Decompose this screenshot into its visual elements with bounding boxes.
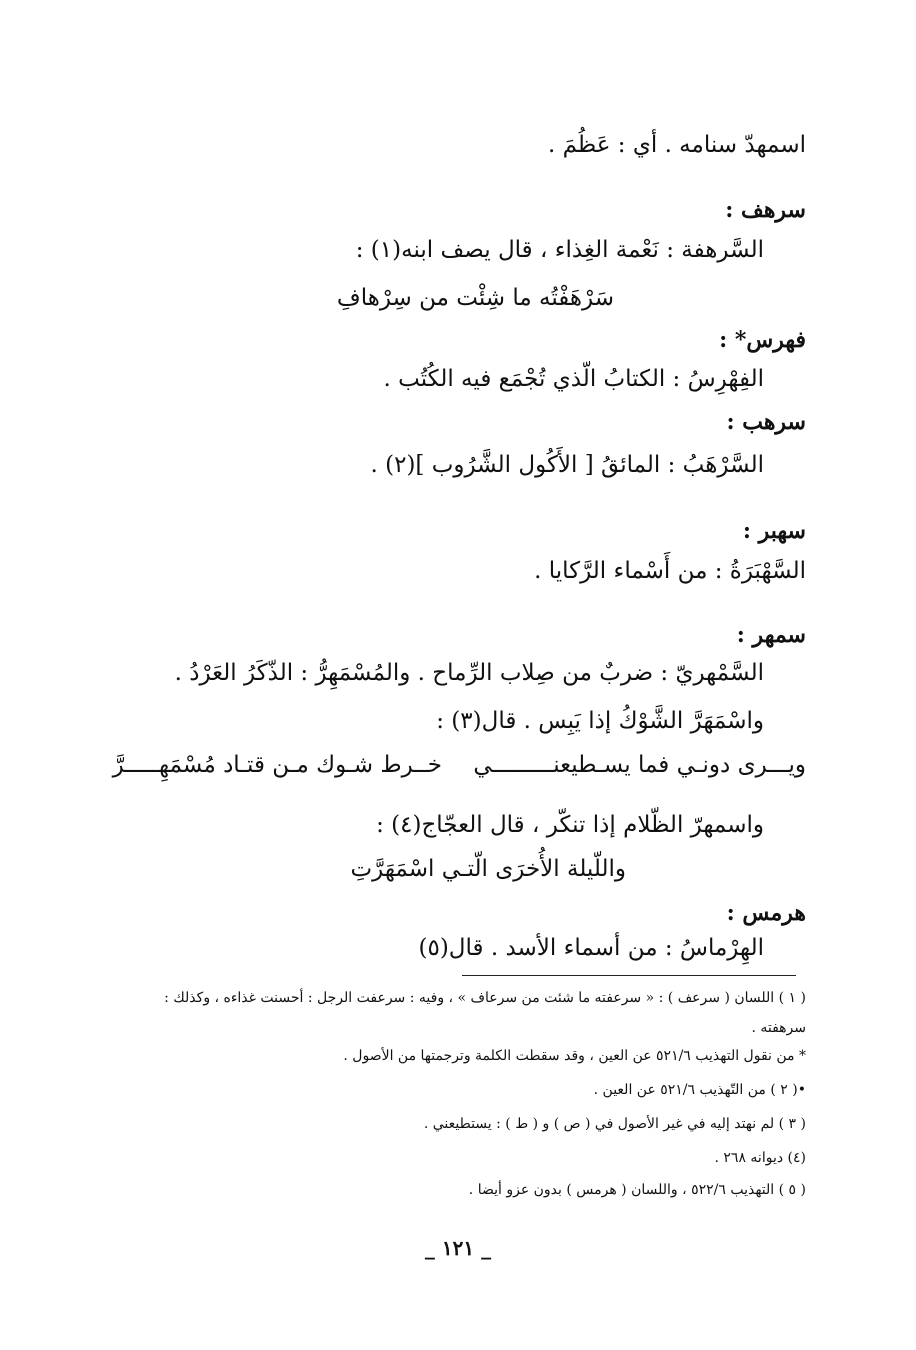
footnote: * من نقول التهذيب ٥٢١/٦ عن العين ، وقد سقطت الكلمة وترجمتها من الأصول . [343, 1048, 806, 1064]
entry-heading: فهرس* : [719, 327, 806, 353]
text-line: الهِرْماسُ : من أسماء الأسد . قال(٥) [418, 935, 764, 961]
entry-heading: سهبر : [742, 518, 806, 544]
page-number: _ ١٢١ _ [424, 1236, 492, 1260]
text-line: السَّرهفة : نَعْمة الغِذاء ، قال يصف ابنه(١) : [355, 237, 764, 263]
entry-heading: سرهب : [726, 409, 806, 435]
footnote: ( ٥ ) التهذيب ٥٢٢/٦ ، واللسان ( هرمس ) بدون عزو أيضا . [468, 1182, 806, 1198]
text-line: اسمهدّ سنامه . أي : عَظُمَ . [547, 132, 806, 158]
entry-heading: سمهر : [736, 622, 806, 648]
footnote: سرهفته . [751, 1020, 806, 1036]
footnote: ( ١ ) اللسان ( سرعف ) : « سرعفته ما شئت من سرعاف » ، وفيه : سرعفت الرجل : أحسنت غذاءه ، وكذلك : [164, 990, 806, 1006]
text-line: السَّمْهريّ : ضربٌ من صِلاب الرِّماح . والمُسْمَهِرُّ : الذّكَرُ العَرْدُ . [174, 660, 764, 686]
verse-line: سَرْهَفْتُه ما شِئْت من سِرْهافِ [336, 285, 614, 311]
verse-hemistich-left: خــرط شـوك مـن قتـاد مُسْمَهِـــــرَّ [112, 752, 442, 778]
footnote: •( ٢ ) من التّهذيب ٥٢١/٦ عن العين . [593, 1082, 806, 1098]
text-line: السَّهْبَرَةُ : من أَسْماء الرَّكايا . [534, 558, 806, 584]
text-line: واسمهرّ الظّلام إذا تنكّر ، قال العجّاج(٤) : [376, 812, 764, 838]
entry-heading: سرهف : [725, 197, 806, 223]
footnote-separator [462, 975, 796, 976]
footnote: ( ٣ ) لم نهتد إليه في غير الأصول في ( ص ) و ( ط ) : يستطيعني . [423, 1116, 806, 1132]
verse-line: واللّيلة الأُخرَى الّتـي اسْمَهَرَّتِ [350, 856, 626, 882]
text-line: السَّرْهَبُ : المائقُ [ الأَكُول الشَّرُوب ](٢) . [370, 452, 764, 478]
text-line: الفِهْرِسُ : الكتابُ الّذي تُجْمَع فيه الكُتُب . [383, 366, 764, 392]
footnote: (٤) ديوانه ٢٦٨ . [714, 1150, 806, 1166]
verse-hemistich-right: ويـــرى دونـي فما يسـطيعنـــــــــي [473, 752, 806, 778]
text-line: واسْمَهَرَّ الشَّوْكُ إذا يَبِس . قال(٣) : [436, 708, 764, 734]
entry-heading: هرمس : [726, 900, 806, 926]
